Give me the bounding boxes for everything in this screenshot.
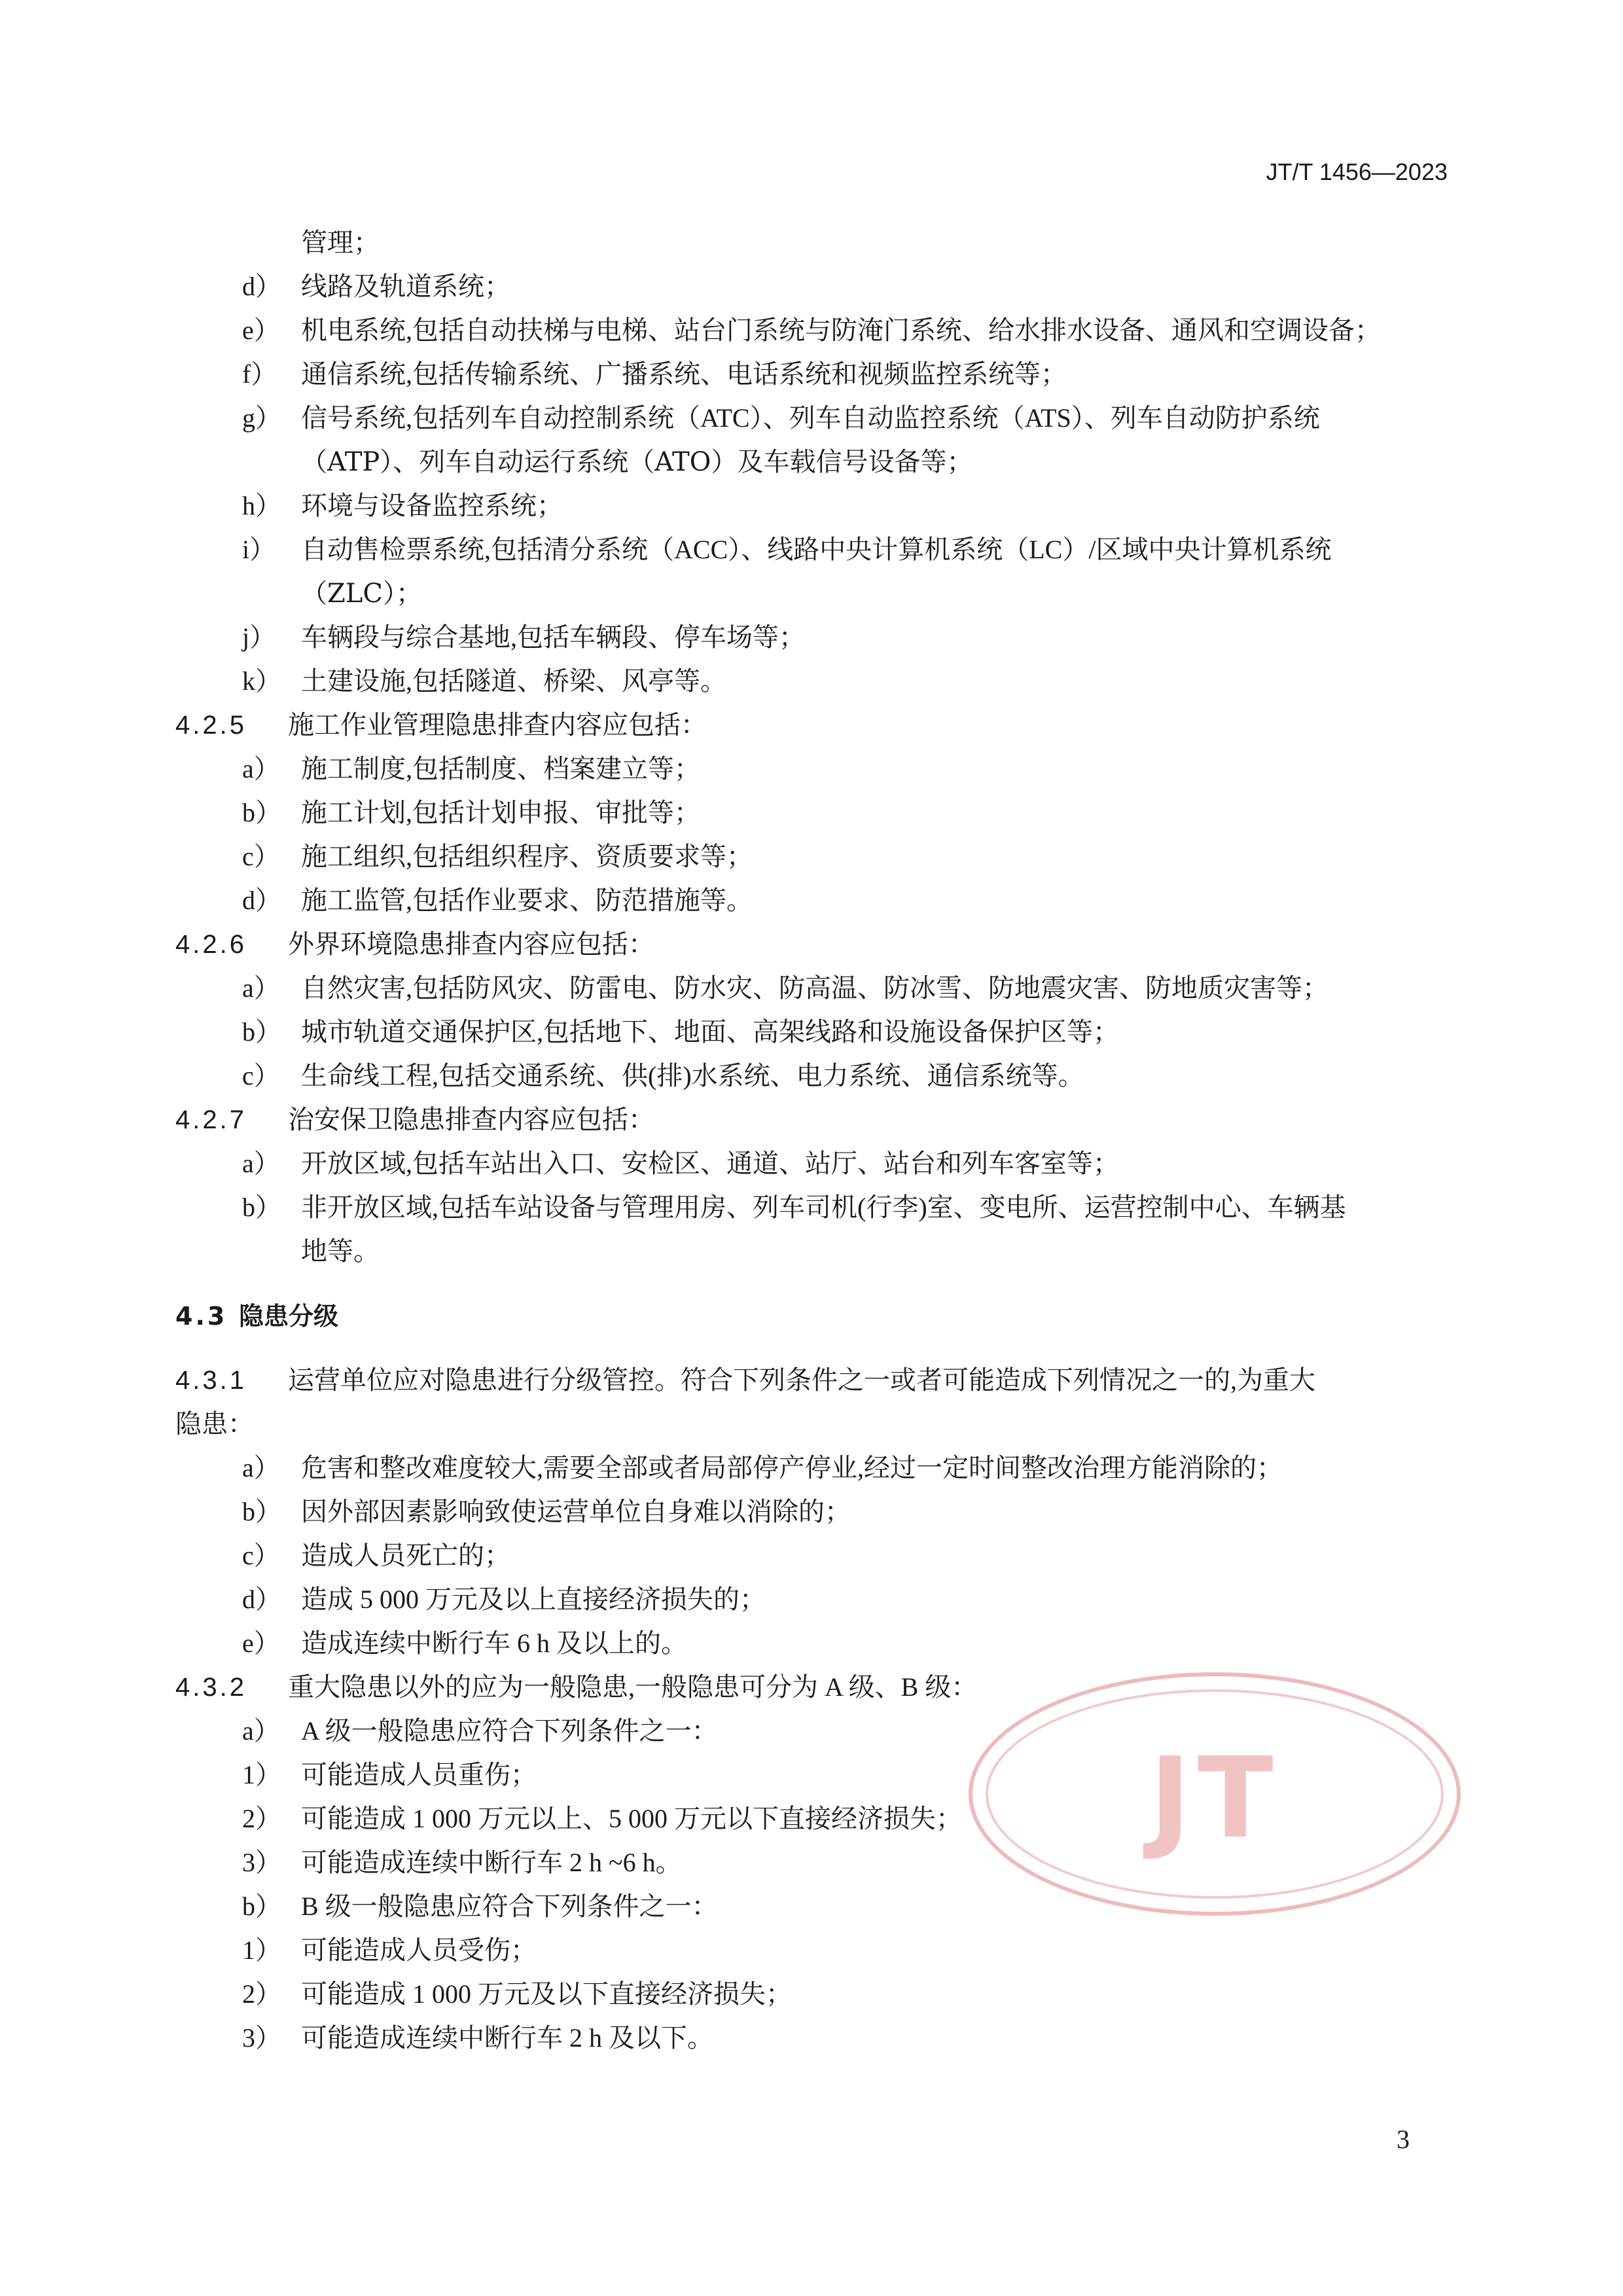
list-item-text: 施工计划,包括计划申报、审批等； (301, 798, 700, 827)
clause-number: 4.3.2 (175, 1673, 247, 1702)
standard-code-header: JT/T 1456—2023 (1266, 158, 1448, 185)
list-item-text: 生命线工程,包括交通系统、供(排)水系统、电力系统、通信系统等。 (301, 1061, 1084, 1090)
continuation-line: 地等。 (301, 1236, 380, 1266)
jt-watermark-stamp (969, 1672, 1461, 1916)
list-item-text: 施工组织,包括组织程序、资质要求等； (301, 842, 753, 871)
list-item-text: 土建设施,包括隧道、桥梁、风亭等。 (301, 666, 726, 696)
list-marker: a） (242, 754, 280, 783)
continuation-line: （ATP）、列车自动运行系统（ATO）及车载信号设备等； (301, 447, 973, 477)
stamp-text: JT (1149, 1734, 1280, 1863)
list-marker: e） (242, 1628, 280, 1658)
list-item-text: 自然灾害,包括防风灾、防雷电、防水灾、防高温、防冰雪、防地震灾害、防地质灾害等； (301, 973, 1329, 1003)
list-marker: h） (242, 491, 281, 520)
list-item-text: B 级一般隐患应符合下列条件之一： (301, 1892, 718, 1921)
list-marker: d） (242, 272, 281, 301)
list-item-text: 车辆段与综合基地,包括车辆段、停车场等； (301, 622, 805, 652)
list-item-text: 造成人员死亡的； (301, 1541, 510, 1570)
continuation-line: （ZLC）； (301, 579, 422, 609)
list-item-text: 通信系统,包括传输系统、广播系统、电话系统和视频监控系统等； (301, 359, 1067, 389)
list-item-text: 开放区域,包括车站出入口、安检区、通道、站厅、站台和列车客室等； (301, 1149, 1119, 1178)
list-item-text: 自动售检票系统,包括清分系统（ACC）、线路中央计算机系统（LC）/区域中央计算机系统 (301, 535, 1332, 564)
clause-number: 4.3.1 (175, 1366, 247, 1395)
list-item-text: 城市轨道交通保护区,包括地下、地面、高架线路和设施设备保护区等； (301, 1017, 1119, 1047)
list-marker: i） (242, 535, 276, 564)
list-item-text: 因外部因素影响致使运营单位自身难以消除的； (301, 1497, 851, 1526)
list-item-text: 造成连续中断行车 6 h 及以上的。 (301, 1628, 687, 1658)
clause-text: 外界环境隐患排查内容应包括： (288, 929, 654, 959)
list-item-text: 信号系统,包括列车自动控制系统（ATC）、列车自动监控系统（ATS）、列车自动防护系统 (301, 403, 1320, 433)
list-item-text: 可能造成人员受伤； (301, 1935, 537, 1965)
list-item-text: A 级一般隐患应符合下列条件之一： (301, 1716, 718, 1746)
clause-text: 运营单位应对隐患进行分级管控。符合下列条件之一或者可能造成下列情况之一的,为重大 (288, 1365, 1315, 1395)
list-item-text: 造成 5 000 万元及以上直接经济损失的； (301, 1585, 766, 1614)
continuation-line: 管理； (301, 228, 380, 258)
list-item-text: 可能造成连续中断行车 2 h 及以下。 (301, 2023, 713, 2053)
section-heading-text: 隐患分级 (239, 1302, 339, 1331)
list-marker: b） (242, 798, 281, 827)
clause-text: 治安保卫隐患排查内容应包括： (288, 1105, 654, 1134)
clause-number: 4.3 (175, 1302, 228, 1331)
list-item-text: 机电系统,包括自动扶梯与电梯、站台门系统与防淹门系统、给水排水设备、通风和空调设备； (301, 315, 1381, 345)
list-marker: d） (242, 886, 281, 915)
list-marker: c） (242, 1541, 280, 1570)
list-marker: k） (242, 666, 281, 696)
list-item-text: 可能造成人员重伤； (301, 1760, 537, 1789)
list-marker: f） (242, 359, 277, 389)
list-item-text: 施工制度,包括制度、档案建立等； (301, 754, 700, 783)
list-marker: b） (242, 1497, 281, 1526)
list-item-text: 线路及轨道系统； (301, 272, 510, 301)
page-number: 3 (1397, 2125, 1410, 2154)
list-marker: 3） (242, 1848, 281, 1877)
clause-text: 施工作业管理隐患排查内容应包括： (288, 710, 707, 740)
list-marker: b） (242, 1193, 281, 1222)
list-item-text: 非开放区域,包括车站设备与管理用房、列车司机(行李)室、变电所、运营控制中心、车辆基 (301, 1193, 1346, 1222)
clause-number: 4.2.5 (175, 711, 247, 740)
list-marker: b） (242, 1892, 281, 1921)
list-marker: a） (242, 1716, 280, 1746)
list-marker: 2） (242, 1979, 281, 2009)
list-marker: a） (242, 1149, 280, 1178)
clause-number: 4.2.6 (175, 930, 247, 959)
list-item-text: 施工监管,包括作业要求、防范措施等。 (301, 886, 753, 915)
list-marker: b） (242, 1017, 281, 1047)
list-marker: g） (242, 403, 281, 433)
list-item-text: 可能造成 1 000 万元以上、5 000 万元以下直接经济损失； (301, 1804, 962, 1833)
list-marker: c） (242, 1061, 280, 1090)
list-item-text: 可能造成 1 000 万元及以下直接经济损失； (301, 1979, 792, 2009)
list-item-text: 可能造成连续中断行车 2 h ~6 h。 (301, 1848, 682, 1877)
list-marker: a） (242, 973, 280, 1003)
list-item-text: 环境与设备监控系统； (301, 491, 563, 520)
list-marker: 1） (242, 1760, 281, 1789)
list-marker: 2） (242, 1804, 281, 1833)
list-marker: c） (242, 842, 280, 871)
list-marker: d） (242, 1585, 281, 1614)
list-marker: j） (242, 622, 276, 652)
clause-number: 4.2.7 (175, 1105, 247, 1134)
list-item-text: 危害和整改难度较大,需要全部或者局部停产停业,经过一定时间整改治理方能消除的； (301, 1453, 1283, 1482)
clause-text: 重大隐患以外的应为一般隐患,一般隐患可分为 A 级、B 级： (288, 1672, 978, 1702)
list-marker: 1） (242, 1935, 281, 1965)
list-marker: a） (242, 1453, 280, 1482)
list-marker: 3） (242, 2023, 281, 2053)
paragraph-continuation: 隐患： (175, 1409, 254, 1439)
list-marker: e） (242, 315, 280, 345)
